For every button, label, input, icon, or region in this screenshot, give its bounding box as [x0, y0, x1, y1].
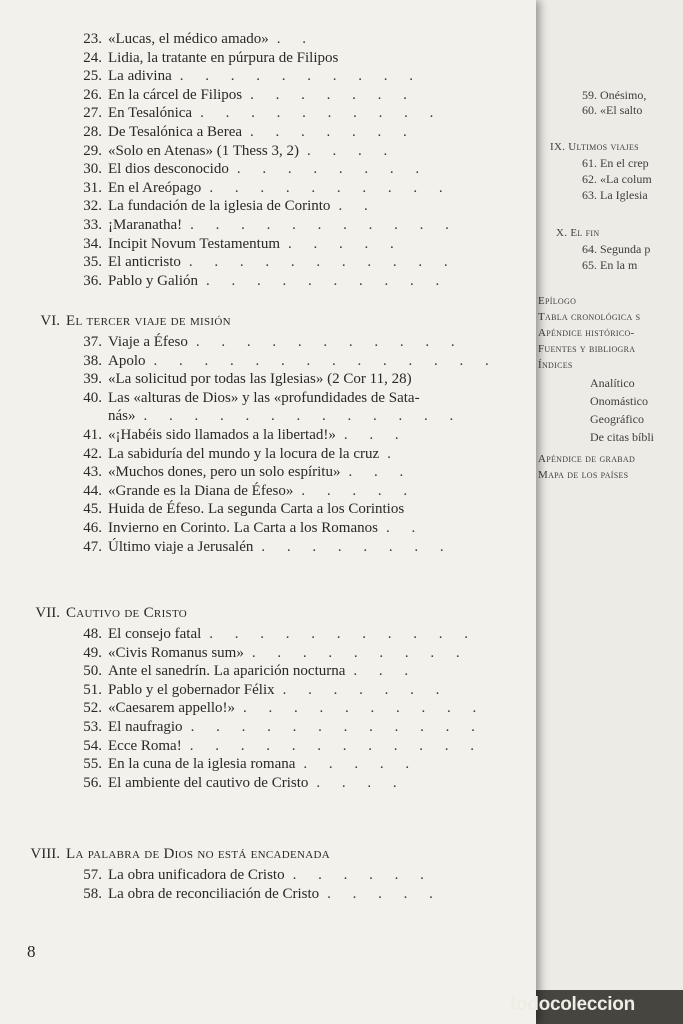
- page-number: 8: [27, 942, 36, 961]
- toc-indice-geografico: Geográfico: [590, 412, 644, 426]
- section-heading-x: X. El fin: [556, 227, 600, 239]
- entry-title: Apolo: [108, 352, 146, 369]
- entry-number: 58.: [83, 885, 102, 902]
- leader-dots: .: [387, 445, 400, 462]
- entry-number: 27.: [83, 105, 102, 122]
- leader-dots: . . . . . . .: [250, 86, 416, 103]
- leader-dots: . . . . . . . . . . .: [190, 217, 458, 233]
- leader-dots: . . . . . . . .: [261, 538, 453, 555]
- right-page: [520, 0, 683, 990]
- entry-title: En Tesalónica: [108, 105, 193, 122]
- entry-number: 28.: [83, 124, 102, 140]
- leader-dots: . . . . . . . . . .: [179, 68, 422, 85]
- entry-number: 54.: [83, 737, 102, 754]
- entry-title: De Tesalónica a Berea: [108, 124, 243, 140]
- entry-title: «Muchos dones, pero un solo espíritu»: [108, 464, 341, 481]
- entry-title: La obra de reconciliación de Cristo: [108, 885, 320, 902]
- entry-title: Invierno en Corinto. La Carta a los Romanos: [108, 520, 378, 536]
- entry-title: Huida de Éfeso. La segunda Carta a los Corintios: [108, 501, 405, 518]
- entry-number: 48.: [83, 626, 102, 642]
- entry-title: La sabiduría del mundo y la locura de la cruz: [108, 445, 380, 462]
- entry-title: «Caesarem appello!»: [108, 700, 236, 717]
- entry-number: 25.: [83, 68, 102, 85]
- entry-title: En la cuna de la iglesia romana: [108, 756, 296, 773]
- leader-dots: . . . . . . .: [282, 681, 449, 698]
- leader-dots: . . . . . . . . .: [251, 644, 469, 661]
- entry-title: Último viaje a Jerusalén: [108, 538, 254, 555]
- entry-title: Ecce Roma!: [108, 737, 182, 754]
- toc-indice-onomastico: Onomástico: [590, 394, 648, 408]
- toc-mapa: Mapa de los países: [538, 469, 629, 481]
- leader-dots: . .: [276, 31, 316, 47]
- section-number: VIII.: [30, 846, 60, 862]
- section-number: VII.: [35, 605, 60, 621]
- entry-number: 44.: [83, 482, 102, 499]
- leader-dots: . . . .: [316, 774, 406, 791]
- leader-dots: . . . . . . . . . . .: [195, 334, 464, 350]
- leader-dots: . . .: [353, 663, 418, 680]
- entry-number: 39.: [83, 371, 102, 388]
- toc-entry-63: 63. La Iglesia: [582, 188, 648, 202]
- entry-title: «Solo en Atenas» (1 Thess 3, 2): [108, 142, 299, 159]
- entry-title: Pablo y Galión: [108, 272, 198, 289]
- leader-dots: . . .: [343, 427, 408, 443]
- entry-number: 29.: [83, 142, 102, 159]
- entry-title: nás»: [108, 408, 136, 425]
- toc-apendice-historico: Apéndice histórico-: [538, 327, 635, 339]
- leader-dots: . . . .: [306, 142, 397, 159]
- entry-title: «Civis Romanus sum»: [108, 644, 244, 661]
- entry-number: 24.: [83, 49, 102, 66]
- leader-dots: . . . . .: [303, 756, 419, 773]
- entry-number: 57.: [83, 867, 102, 883]
- entry-title: El dios desconocido: [108, 161, 229, 178]
- entry-number: 36.: [83, 272, 102, 289]
- watermark: [504, 992, 683, 1022]
- entry-title: Las «alturas de Dios» y las «profundidades de Sata-: [108, 389, 420, 406]
- leader-dots: . . . . . . . . . . .: [188, 254, 457, 271]
- leader-dots: . . . . . . . . . .: [243, 700, 486, 717]
- leader-dots: . . . . . . . . . .: [209, 179, 452, 196]
- entry-number: 34.: [83, 235, 102, 252]
- leader-dots: . . . . . . . . . . .: [209, 626, 478, 642]
- entry-number: 23.: [83, 31, 102, 47]
- toc-fuentes: Fuentes y bibliogra: [538, 343, 636, 355]
- leader-dots: . . . . .: [327, 885, 442, 902]
- leader-dots: . . . . . .: [292, 867, 433, 883]
- toc-entry-59: 59. Onésimo,: [582, 88, 647, 102]
- leader-dots: . .: [338, 198, 377, 215]
- leader-dots: . . . . . . . . . . . .: [189, 737, 483, 754]
- entry-number: 50.: [83, 663, 102, 680]
- watermark-text: todocoleccion: [510, 994, 635, 1015]
- leader-dots: . . . . . . . .: [236, 161, 429, 178]
- entry-title: «Grande es la Diana de Éfeso»: [108, 482, 294, 499]
- entry-number: 53.: [83, 719, 102, 735]
- section-heading-ix: IX. Ultimos viajes: [550, 141, 639, 153]
- entry-number: 33.: [83, 217, 102, 233]
- leader-dots: . . .: [348, 464, 413, 481]
- leader-dots: . . . . . . . . . . . . . .: [153, 352, 498, 369]
- leader-dots: . . . . . . . . . .: [206, 272, 449, 289]
- entry-title: El consejo fatal: [108, 626, 202, 642]
- entry-number: 30.: [83, 161, 102, 178]
- toc-indice-analitico: Analítico: [590, 376, 635, 390]
- entry-number: 52.: [83, 700, 102, 717]
- entry-title: «Lucas, el médico amado»: [108, 31, 269, 47]
- entry-number: 42.: [83, 445, 102, 462]
- entry-title: Lidia, la tratante en púrpura de Filipos: [108, 49, 339, 66]
- entry-title: «La solicitud por todas las Iglesias» (2 Cor 11, 28): [108, 371, 412, 388]
- leader-dots: . . . . . . . . . . . .: [190, 719, 484, 735]
- entry-number: 41.: [83, 427, 102, 443]
- entry-title: La fundación de la iglesia de Corinto: [108, 198, 331, 215]
- entry-number: 32.: [83, 198, 102, 215]
- entry-title: Incipit Novum Testamentum: [108, 235, 280, 252]
- toc-indice-citas: De citas bíbli: [590, 430, 654, 444]
- toc-entry-65: 65. En la m: [582, 258, 638, 272]
- entry-title: ¡Maranatha!: [108, 217, 183, 233]
- toc-entry-60: 60. «El salto: [582, 103, 643, 117]
- section-title: Cautivo de Cristo: [66, 605, 188, 621]
- entry-number: 51.: [83, 681, 102, 698]
- entry-title: El naufragio: [108, 719, 183, 735]
- leader-dots: . . . . .: [301, 482, 417, 499]
- entry-title: Ante el sanedrín. La aparición nocturna: [108, 663, 346, 680]
- entry-number: 26.: [83, 86, 102, 103]
- toc-indices: Índices: [538, 359, 573, 371]
- entry-number: 45.: [83, 501, 102, 518]
- toc-entry-62: 62. «La colum: [582, 172, 652, 186]
- leader-dots: . . . . .: [287, 235, 403, 252]
- toc-entry-61: 61. En el crep: [582, 156, 649, 170]
- entry-title: La adivina: [108, 68, 172, 85]
- entry-number: 31.: [83, 179, 102, 196]
- entry-title: El anticristo: [108, 254, 181, 271]
- entry-title: En el Areópago: [108, 179, 202, 196]
- entry-number: 49.: [83, 644, 102, 661]
- entry-number: 38.: [83, 352, 102, 369]
- entry-number: 40.: [83, 389, 102, 406]
- toc-entry-64: 64. Segunda p: [582, 242, 651, 256]
- entry-title: Viaje a Éfeso: [108, 334, 188, 350]
- entry-number: 35.: [83, 254, 102, 271]
- toc-epilogo: Epílogo: [538, 295, 577, 307]
- leader-dots: . . . . . . . . . . . . .: [143, 408, 463, 425]
- entry-number: 56.: [83, 774, 102, 791]
- entry-number: 47.: [83, 538, 102, 555]
- entry-title: La obra unificadora de Cristo: [108, 867, 285, 883]
- section-title: La palabra de Dios no está encadenada: [66, 846, 331, 862]
- leader-dots: . . . . . . . . . .: [200, 105, 443, 122]
- entry-title: Pablo y el gobernador Félix: [108, 681, 275, 698]
- entry-title: El ambiente del cautivo de Cristo: [108, 774, 309, 791]
- entry-title: En la cárcel de Filipos: [108, 86, 243, 103]
- entry-title: «¡Habéis sido llamados a la libertad!»: [108, 427, 336, 443]
- section-number: VI.: [40, 313, 60, 329]
- entry-number: 55.: [83, 756, 102, 773]
- entry-number: 43.: [83, 464, 102, 481]
- entry-number: 46.: [83, 520, 102, 536]
- entry-number: 37.: [83, 334, 102, 350]
- toc-tabla-cronologica: Tabla cronológica s: [538, 311, 641, 323]
- leader-dots: . . . . . . .: [250, 124, 416, 140]
- toc-apendice-grabados: Apéndice de grabad: [538, 453, 636, 465]
- leader-dots: . .: [385, 520, 425, 536]
- section-title: El tercer viaje de misión: [66, 313, 231, 329]
